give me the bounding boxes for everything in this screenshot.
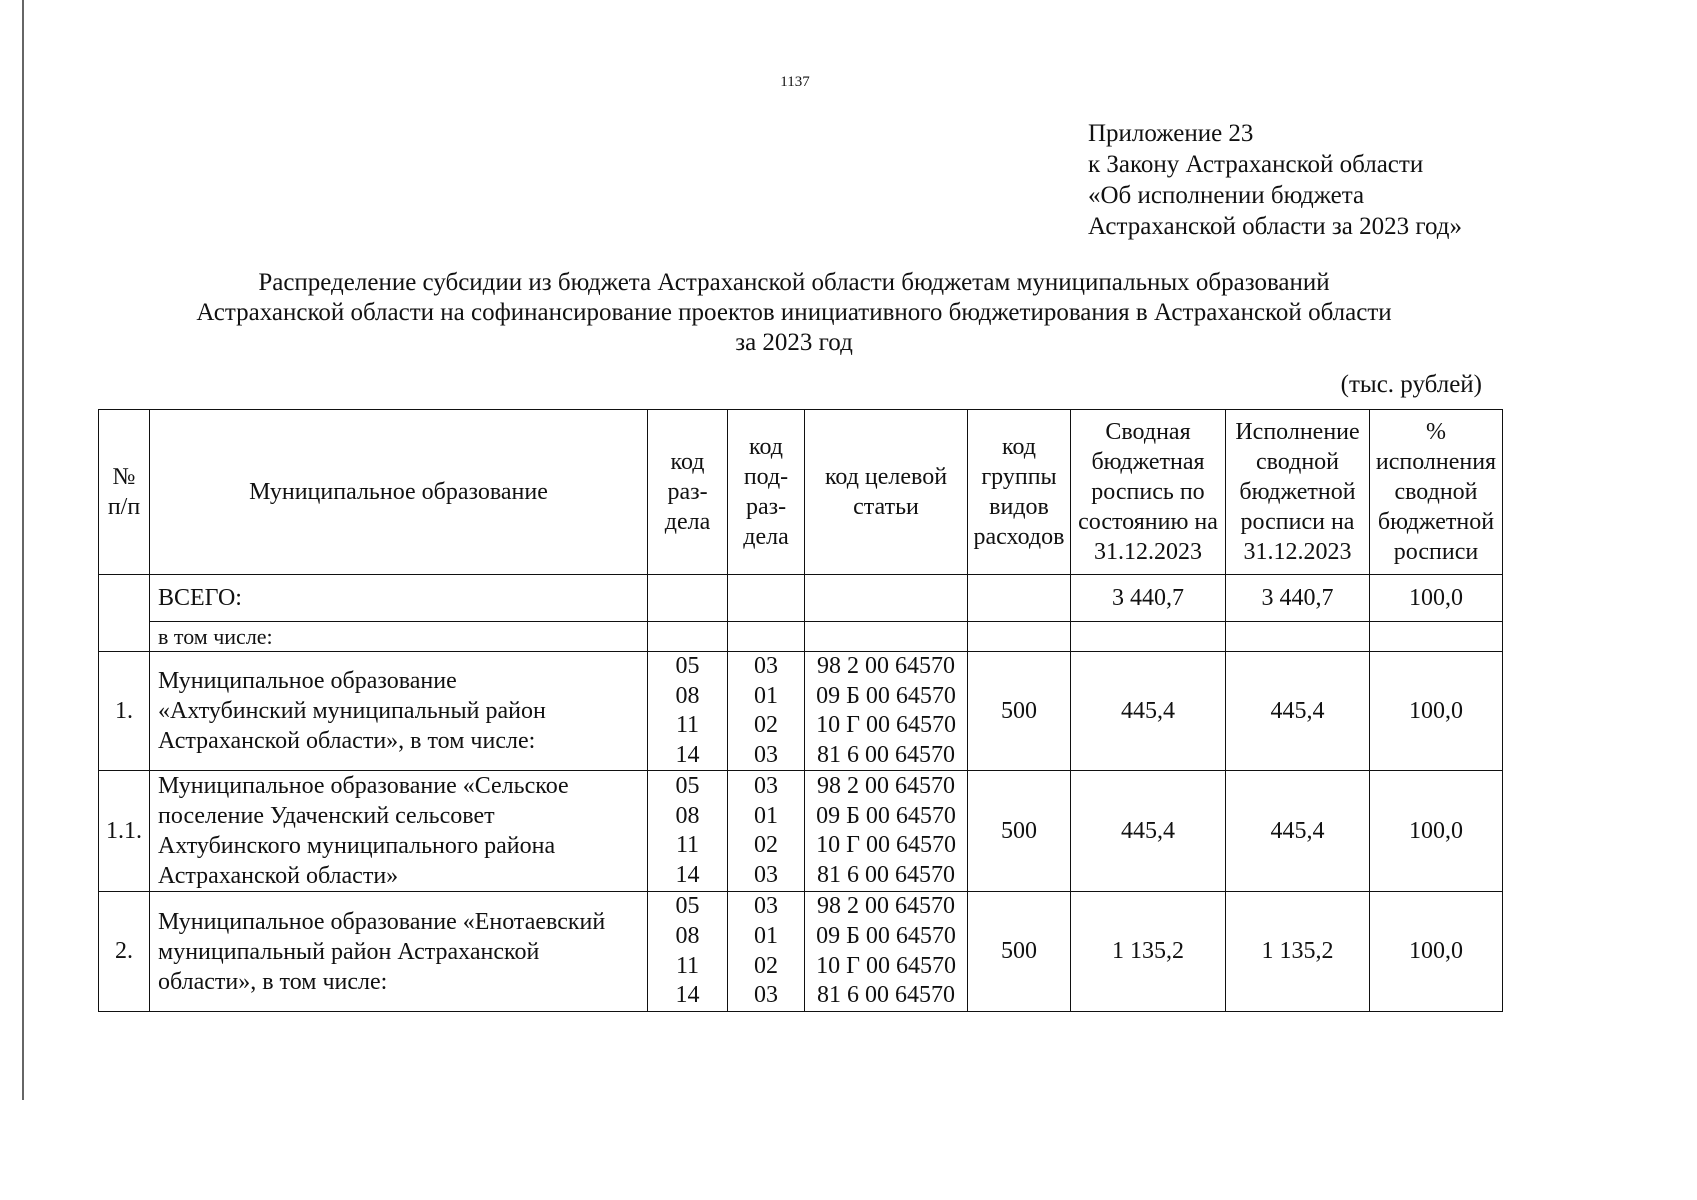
name-line: Муниципальное образование	[158, 668, 457, 695]
row-plan: 445,4	[1071, 652, 1226, 771]
section-code: 05	[675, 653, 700, 679]
section-code: 08	[675, 682, 700, 709]
header-line: Муниципальное образование	[249, 479, 548, 505]
row-subsections	[728, 652, 805, 771]
row-percent: 100,0	[1370, 771, 1503, 892]
subsidy-table	[98, 409, 1503, 1012]
header-line: роспись по	[1091, 479, 1205, 505]
target-code: 10 Г 00 64570	[816, 832, 956, 859]
header-line: дела	[664, 509, 711, 535]
empty-cell	[648, 575, 728, 622]
units-label: (тыс. рублей)	[1340, 371, 1482, 398]
header-line: раз-	[667, 479, 708, 505]
row-percent: 100,0	[1370, 892, 1503, 1011]
subsection-code: 01	[754, 682, 778, 709]
row-subsections	[728, 771, 805, 892]
target-code: 98 2 00 64570	[817, 773, 955, 800]
subsection-code: 02	[754, 832, 778, 859]
total-exec: 3 440,7	[1226, 575, 1370, 622]
header-line: сводной	[1255, 449, 1340, 475]
empty-cell	[805, 575, 968, 622]
target-code: 09 Б 00 64570	[816, 922, 956, 949]
empty-cell	[1226, 622, 1370, 652]
row-name	[150, 652, 648, 771]
document-title	[120, 268, 1468, 358]
row-exec: 445,4	[1226, 652, 1370, 771]
row-number: 1.	[99, 652, 150, 771]
header-line: код	[749, 434, 783, 460]
header-plan	[1071, 410, 1226, 575]
section-code: 14	[675, 982, 700, 1009]
total-percent: 100,0	[1370, 575, 1503, 622]
row-name	[150, 771, 648, 892]
header-line: исполнения	[1375, 449, 1497, 475]
header-line: Исполнение	[1235, 419, 1360, 445]
name-line: муниципальный район Астраханской	[158, 938, 540, 965]
title-line: Распределение субсидии из бюджета Астраханской области бюджетам муниципальных образований	[258, 269, 1330, 296]
header-line: расходов	[973, 524, 1065, 550]
target-code: 81 6 00 64570	[817, 982, 955, 1009]
title-line: за 2023 год	[735, 329, 853, 356]
header-line: группы	[981, 464, 1057, 490]
empty-cell	[648, 622, 728, 652]
subsection-code: 02	[754, 952, 778, 979]
row-targets	[805, 652, 968, 771]
target-code: 98 2 00 64570	[817, 653, 955, 679]
subsection-code: 01	[754, 802, 778, 829]
empty-cell	[805, 622, 968, 652]
header-target	[805, 410, 968, 575]
row-plan: 445,4	[1071, 771, 1226, 892]
including-label: в том числе:	[150, 622, 648, 652]
section-code: 08	[675, 922, 700, 949]
section-code: 11	[675, 832, 700, 859]
header-line: код	[670, 449, 705, 475]
header-line: дела	[743, 524, 789, 550]
empty-cell	[1071, 622, 1226, 652]
name-line: области», в том числе:	[158, 968, 388, 995]
header-line: состоянию на	[1078, 509, 1218, 535]
header-line: под-	[743, 464, 789, 490]
row-percent: 100,0	[1370, 652, 1503, 771]
target-code: 10 Г 00 64570	[816, 952, 956, 979]
subsection-code: 03	[754, 982, 778, 1009]
table-row	[99, 892, 1503, 1011]
header-line: Сводная	[1105, 419, 1191, 445]
section-code: 14	[675, 741, 700, 768]
subsection-code: 03	[754, 893, 778, 920]
row-number: 1.1.	[99, 771, 150, 892]
row-sections	[648, 892, 728, 1011]
header-line: бюджетная	[1091, 449, 1205, 475]
target-code: 98 2 00 64570	[817, 893, 955, 920]
row-group: 500	[968, 771, 1071, 892]
section-code: 08	[675, 802, 700, 829]
table-row	[99, 652, 1503, 771]
title-line: Астраханской области на софинансирование проектов инициативного бюджетирования в Астраханской области	[196, 299, 1392, 326]
row-sections	[648, 771, 728, 892]
header-name	[150, 410, 648, 575]
row-exec: 445,4	[1226, 771, 1370, 892]
section-code: 05	[675, 773, 700, 800]
empty-cell	[1370, 622, 1503, 652]
header-section	[648, 410, 728, 575]
name-line: поселение Удаченский сельсовет	[158, 803, 495, 830]
header-num	[99, 410, 150, 575]
name-line: Муниципальное образование «Енотаевский	[158, 908, 606, 935]
section-code: 11	[675, 712, 700, 739]
header-line: раз-	[745, 494, 787, 520]
appendix-line: Приложение 23	[1088, 120, 1254, 147]
empty-cell	[728, 622, 805, 652]
header-line: видов	[989, 494, 1049, 520]
appendix-line: «Об исполнении бюджета	[1088, 182, 1365, 209]
section-code: 05	[675, 893, 700, 920]
name-line: Ахтубинского муниципального района	[158, 833, 556, 860]
total-plan: 3 440,7	[1071, 575, 1226, 622]
header-line: статьи	[853, 494, 919, 520]
target-code: 10 Г 00 64570	[816, 712, 956, 739]
row-name	[150, 892, 648, 1011]
page-number: 1137	[780, 74, 810, 90]
row-sections	[648, 652, 728, 771]
empty-cell	[968, 575, 1071, 622]
header-line: №	[112, 464, 136, 490]
subsection-code: 03	[754, 861, 778, 888]
target-code: 81 6 00 64570	[817, 741, 955, 768]
header-line: код целевой	[824, 464, 948, 490]
total-label: ВСЕГО:	[150, 575, 648, 622]
subsection-code: 03	[754, 773, 778, 800]
header-line: 31.12.2023	[1094, 539, 1202, 565]
subsection-code: 01	[754, 922, 778, 949]
header-group	[968, 410, 1071, 575]
row-number: 2.	[99, 892, 150, 1011]
header-row	[99, 410, 1503, 575]
empty-cell	[728, 575, 805, 622]
header-line: бюджетной	[1377, 509, 1495, 535]
row-targets	[805, 771, 968, 892]
empty-cell	[968, 622, 1071, 652]
header-line: сводной	[1394, 479, 1478, 505]
header-line: 31.12.2023	[1243, 539, 1352, 565]
header-line: росписи на	[1240, 509, 1355, 535]
row-group: 500	[968, 652, 1071, 771]
header-line: росписи	[1393, 539, 1479, 565]
including-row	[99, 622, 1503, 652]
total-num-cell	[99, 575, 150, 652]
target-code: 09 Б 00 64570	[816, 802, 956, 829]
appendix-line: к Закону Астраханской области	[1088, 151, 1424, 178]
subsection-code: 03	[754, 653, 778, 679]
name-line: «Ахтубинский муниципальный район	[158, 698, 546, 725]
subsection-code: 03	[754, 741, 778, 768]
header-line: %	[1426, 419, 1446, 445]
appendix-header	[1088, 118, 1462, 242]
header-line: бюджетной	[1239, 479, 1356, 505]
header-subsection	[728, 410, 805, 575]
name-line: Астраханской области», в том числе:	[158, 728, 536, 755]
section-code: 14	[675, 861, 700, 888]
total-row	[99, 575, 1503, 622]
row-plan: 1 135,2	[1071, 892, 1226, 1011]
margin-line	[22, 0, 24, 1100]
row-subsections	[728, 892, 805, 1011]
row-group: 500	[968, 892, 1071, 1011]
header-exec	[1226, 410, 1370, 575]
name-line: Муниципальное образование «Сельское	[158, 773, 569, 800]
header-line: код	[1002, 434, 1036, 460]
name-line: Астраханской области»	[158, 863, 399, 890]
appendix-line: Астраханской области за 2023 год»	[1088, 213, 1463, 240]
target-code: 81 6 00 64570	[817, 861, 955, 888]
header-line: п/п	[107, 494, 141, 520]
row-exec: 1 135,2	[1226, 892, 1370, 1011]
table-row	[99, 771, 1503, 892]
subsection-code: 02	[754, 712, 778, 739]
target-code: 09 Б 00 64570	[816, 682, 956, 709]
header-percent	[1370, 410, 1503, 575]
section-code: 11	[675, 952, 700, 979]
row-targets	[805, 892, 968, 1011]
